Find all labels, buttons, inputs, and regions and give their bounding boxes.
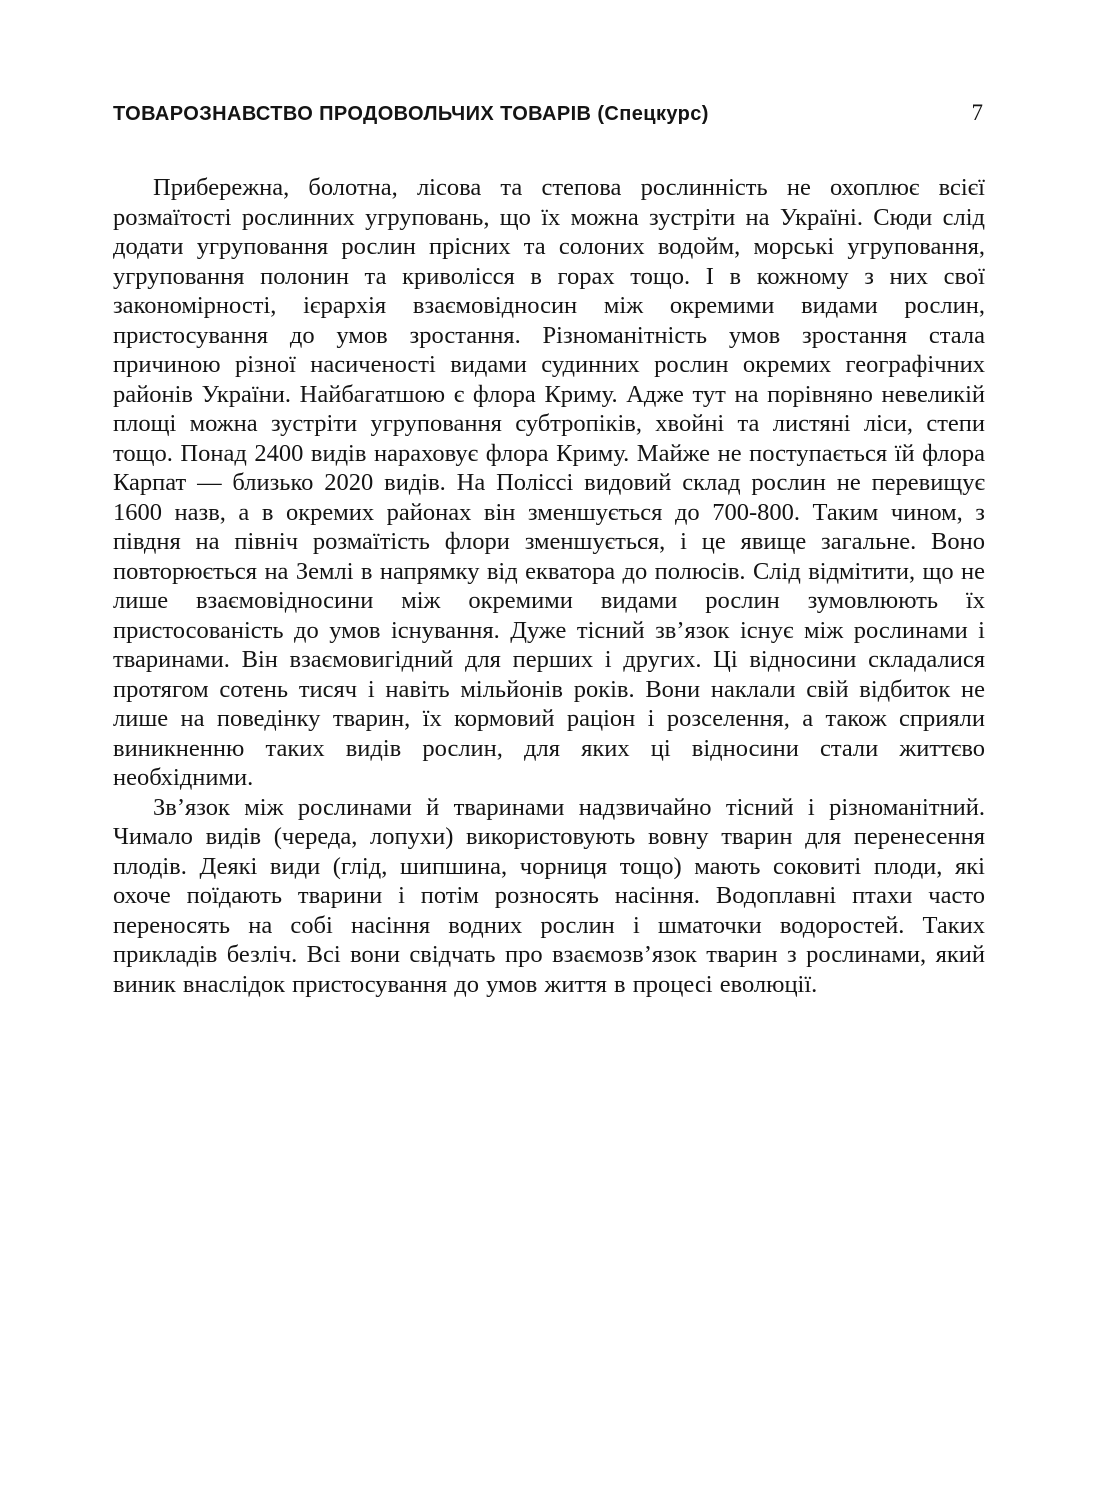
- paragraph-flora-diversity: Прибережна, болотна, лісова та степова рослинність не охоплює всієї розмаїтості рослинних угруповань, що їх можна зустріти на Україні. Сюди слід додати угруповання рослин прісних та солоних водойм, морські угруповання, угруповання полонин та криволісся в горах тощо. І в кожному з них свої закономірності, ієрархія взаємовідносин між окремими видами рослин, пристосування до умов зростання. Різноманітність умов зростання стала причиною різної насиченості видами судинних рослин окремих географічних районів України. Найбагатшою є флора Криму. Адже тут на порівняно невеликій площі можна зустріти угруповання субтропіків, хвойні та листяні ліси, степи тощо. Понад 2400 видів нараховує флора Криму. Майже не поступається їй флора Карпат — близько 2020 видів. На Поліссі видовий склад рослин не перевищує 1600 назв, а в окремих районах він зменшується до 700-800. Таким чином, з півдня на північ розмаїтість флори зменшується, і це явище загальне. Воно повторюється на Землі в напрямку від екватора до полюсів. Слід відмітити, що не лише взаємовідносини між окремими видами рослин зумовлюють їх пристосованість до умов існування. Дуже тісний зв’язок існує між рослинами і тваринами. Він взаємовигідний для перших і других. Ці відносини складалися протягом сотень тисяч і навіть мільйонів років. Вони наклали свій відбиток не лише на поведінку тварин, їх кормовий раціон і розселення, а також сприяли виникненню таких видів рослин, для яких ці відносини стали життєво необхідними.: [113, 174, 985, 791]
- paragraph-plant-animal-relations: Зв’язок між рослинами й тваринами надзвичайно тісний і різноманітний. Чимало видів (череда, лопухи) використовують вовну тварин для перенесення плодів. Деякі види (глід, шипшина, чорниця тощо) мають соковиті плоди, які охоче поїдають тварини і потім розносять насіння. Водоплавні птахи часто переносять на собі насіння водних рослин і шматочки водоростей. Таких прикладів безліч. Всі вони свідчать про взаємозв’язок тварин з рослинами, який виник внаслідок пристосування до умов життя в процесі еволюції.: [113, 793, 985, 998]
- page-number: 7: [971, 100, 983, 125]
- page-body: [113, 173, 985, 999]
- page-header: [113, 100, 985, 126]
- running-head-title: ТОВАРОЗНАВСТВО ПРОДОВОЛЬЧИХ ТОВАРІВ (Спецкурс): [113, 103, 709, 125]
